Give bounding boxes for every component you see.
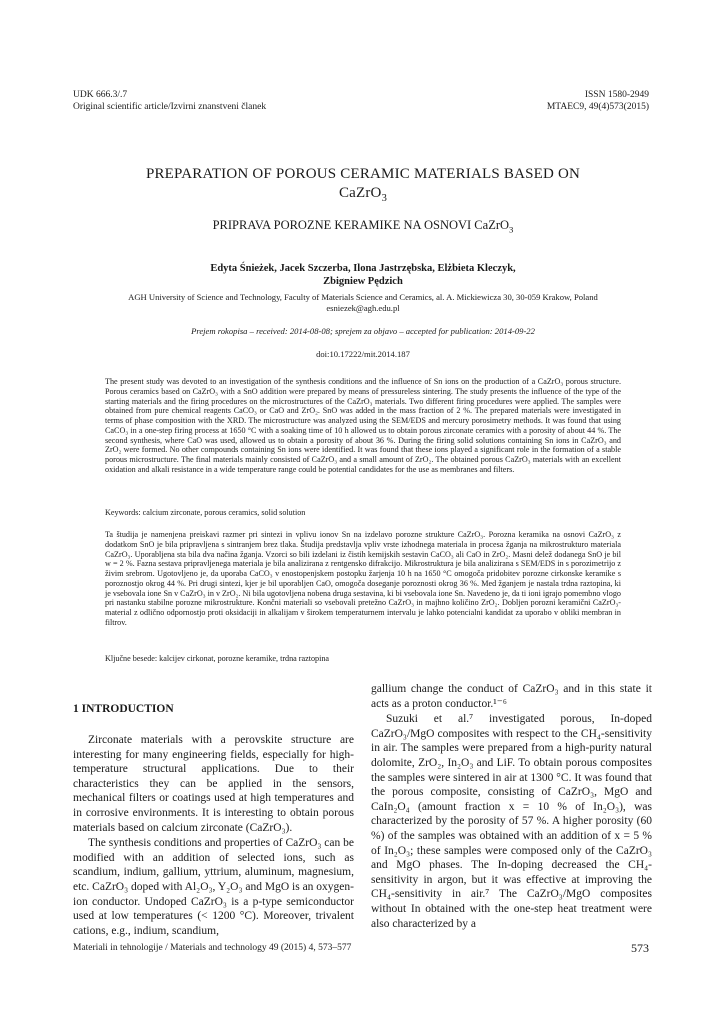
title-line-2 [73, 184, 653, 203]
title-subscript: 3 [381, 193, 388, 204]
header-right [547, 90, 649, 113]
footer-journal: Materiali in tehnologije / Materials and technology 49 (2015) 4, 573–577 [73, 943, 352, 953]
title-formula: CaZrO [338, 185, 382, 201]
journal-code: MTAEC9, 49(4)573(2015) [546, 101, 649, 112]
page-number: 573 [631, 941, 649, 955]
affiliation [73, 292, 653, 314]
author-list [73, 262, 653, 288]
paragraph: Suzuki et al.⁷ investigated porous, In-doped CaZrO₃/MgO composites with respect to the CH₄-sensitivity in air. The samples were prepared from a high-purity natural dolomite, ZrO₂, In₂O₃ and LiF. To obtain porous composites the samples were sintered in air at 1300 °C. It was found that the porous composite, consisting of CaZrO₃, MgO and CaIn₂O₄ (amount fraction x = 10 % of In₂O₃), was characterized by the porosity of 57 %. A higher porosity (60 %) of the samples was obtained with an addition of x = 5 % of In₂O₃; these samples were composed only of the CaZrO₃ and MgO phases. The In-doping decreased the CH₄-sensitivity in argon, but it was effective at improving the CH₄-sensitivity in air.⁷ The CaZrO₃/MgO composites without In obtained with the one-step heat treatment were also characterized by a [371, 713, 652, 930]
header-left [73, 90, 266, 113]
body-column-right [371, 682, 652, 931]
submission-dates: Prejem rokopisa – received: 2014-08-08; sprejem za objavo – accepted for publication: 2014-09-22 [191, 326, 535, 336]
subtitle-subscript: 3 [509, 224, 514, 235]
paper-subtitle [73, 218, 653, 233]
article-type: Original scientific article/Izvirni znanstveni članek [73, 101, 267, 112]
authors-line-1: Edyta Śnieżek, Jacek Szczerba, Ilona Jastrzębska, Elżbieta Kleczyk, [210, 263, 516, 274]
abstract-slovenian: Ta študija je namenjena preiskavi razmer pri sintezi in vplivu ionov Sn na izdelavo porozne strukture CaZrO₃. Porozna keramika na osnovi CaZrO₃ z dodatkom SnO je bila pripravljena s sintranjem brez tlaka. Študija predstavlja vpliv vrste izhodnega materiala in procesa žganja na mikrostrukturo materiala CaZrO₃. Uporabljena sta bila dva načina žganja. Vzorci so bili izdelani iz čistih kemijskih sestavin CaCO₃ ali CaO in ZrO₂. Masni delež dodanega SnO je bil w = 2 %. Fazna sestava pripravljenega materiala je bila analizirana z rentgensko difrakcijo. Mikrostruktura je bila analizirana s SEM/EDS in s porozimetrijo z živim srebrom. Ugotovljeno je, da uporaba CaCO₃ v enostopenjskem postopku žarjenja 10 h na 1650 °C omogoča pridobitev porozne cirkonske keramike s poroznostjo okrog 44 %. Pri drugi sintezi, kjer je bil uporabljen CaO, omogoča doseganje poroznosti okrog 36 %. Med žganjem je nastala trdna raztopina, ki je vsebovala ione Sn v CaZrO₃ in v ZrO₂. Ni bila ugotovljena nobena druga sestavina, ki bi vsebovala ione Sn. Navedeno je, da ti ioni igrajo pomembno vlogo pri nastanku stabilne porozne mikrostrukture. Končni materiali so vsebovali pretežno CaZrO₃ in majhno količino ZrO₂. Dobljen porozni keramični CaZrO₃-material z odlično odpornostjo proti oksidaciji in alkalijam v širokem temperaturnem intervalu je lahko potencialni kandidat za uporabo v obliki membran in filtrov. [105, 530, 621, 627]
body-column-left [73, 733, 354, 938]
title-line-1: PREPARATION OF POROUS CERAMIC MATERIALS BASED ON [145, 166, 581, 182]
authors-line-2: Zbigniew Pędzich [323, 276, 403, 287]
keywords-slovenian: Ključne besede: kalcijev cirkonat, porozne keramike, trdna raztopina [105, 654, 330, 663]
keywords-english: Keywords: calcium zirconate, porous ceramics, solid solution [105, 508, 306, 517]
paper-title [73, 165, 653, 203]
doi: doi:10.17222/mit.2014.187 [316, 349, 410, 359]
abstract-english: The present study was devoted to an investigation of the synthesis conditions and the influence of Sn ions on the production of a CaZrO₃ porous structure. Porous ceramics based on CaZrO₃ with a SnO addition were prepared by means of pressureless sintering. The study presents the influence of the type of the starting materials and the firing procedures on the microstructures of the CaZrO₃ materials. Two different firing procedures were applied. The samples were obtained from pure chemical reagents CaCO₃ or CaO and ZrO₂. SnO was added in the mass fraction of 2 %. The prepared materials were investigated in terms of phase composition with the XRD. The microstructure was analyzed using the SEM/EDS and mercury porosimetry methods. It was found that using CaCO₃ in a one-step firing process at 1650 °C with a soaking time of 10 h allowed us to obtain porous zirconate ceramics with a porosity of about 44 %. The second synthesis, where CaO was used, allowed us to obtain a porosity of about 36 %. During the firing solid solutions containing Sn ions in CaZrO₃ and ZrO₂ were formed. No other compounds containing Sn ions were identified. It was found that these ions played a significant role in the formation of a stable porous microstructure. The final materials mainly consisted of CaZrO₃ and a small amount of ZrO₂. The obtained porous CaZrO₃ materials with an excellent oxidation and alkali resistance in a wide temperature range could be potential candidates for the use as membranes and filters. [105, 377, 621, 474]
affiliation-address: AGH University of Science and Technology, Faculty of Materials Science and Ceramics, al. A. Mickiewicza 30, 30-059 Krakow, Poland [128, 292, 598, 302]
author-email: esniezek@agh.edu.pl [326, 303, 400, 313]
subtitle-text: PRIPRAVA POROZNE KERAMIKE NA OSNOVI CaZrO [212, 218, 510, 232]
udk-code: UDK 666.3/.7 [73, 90, 128, 100]
paragraph: gallium change the conduct of CaZrO₃ and in this state it acts as a proton conductor.¹⁻⁶ [371, 683, 652, 710]
paragraph: Zirconate materials with a perovskite structure are interesting for many engineering fields, especially for high-temperature structural applications. Due to their characteristics they can be applied in the sensors, mechanical filters or coatings used at high temperatures and in corrosive environments. It is interesting to obtain porous materials based on calcium zirconate (CaZrO₃). [73, 734, 354, 834]
issn: ISSN 1580-2949 [584, 90, 649, 100]
paragraph: The synthesis conditions and properties of CaZrO₃ can be modified with an addition of selected ions, such as scandium, indium, gallium, yttrium, aluminum, magnesium, etc. CaZrO₃ doped with Al₂O₃, Y₂O₃ and MgO is an oxygen-ion conductor. Undoped CaZrO₃ is a p-type semiconductor used at low temperatures (< 1200 °C). Moreover, trivalent cations, e.g., indium, scandium, [73, 837, 354, 937]
section-heading-introduction: 1 INTRODUCTION [73, 703, 174, 715]
